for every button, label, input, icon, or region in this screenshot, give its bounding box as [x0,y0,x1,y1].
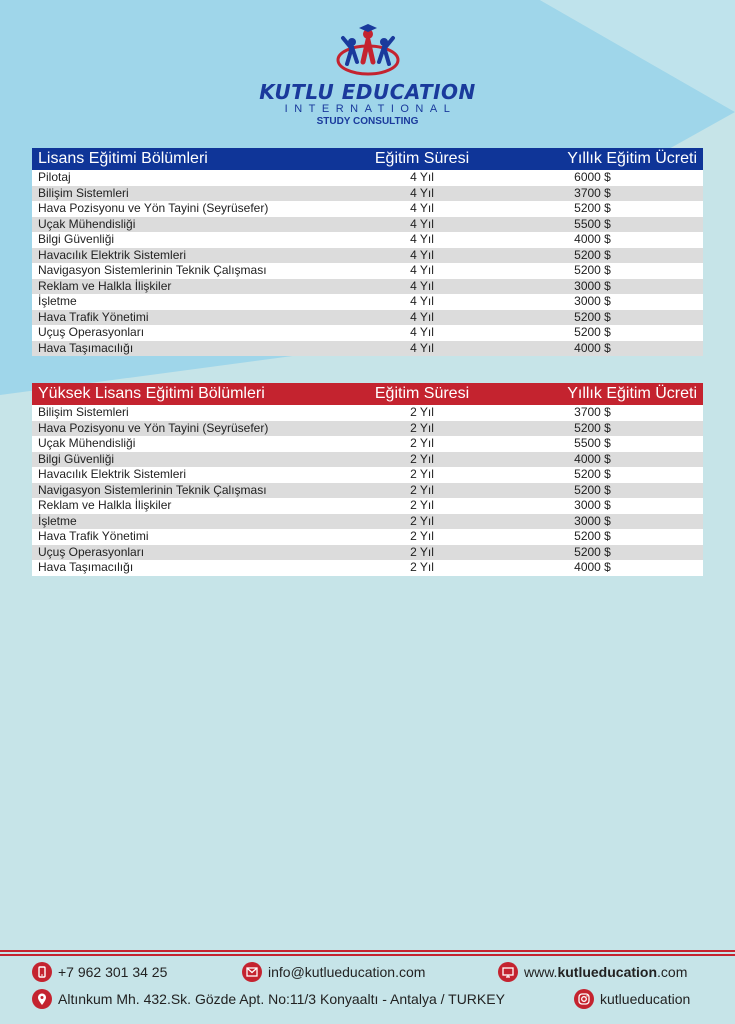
program-duration: 2 Yıl [362,483,482,499]
program-duration: 4 Yıl [362,248,482,264]
program-duration: 4 Yıl [362,279,482,295]
program-fee: 5200 $ [482,201,703,217]
phone-icon [32,962,52,982]
table-row [32,560,703,576]
table-row [32,170,703,186]
column-header-duration: Eğitim Süresi [374,150,470,167]
program-fee: 3000 $ [482,294,703,310]
table-row [32,279,703,295]
contact-instagram[interactable] [574,989,690,1009]
table-row [32,263,703,279]
program-name: Bilgi Güvenliği [32,232,362,248]
program-name: Hava Trafik Yönetimi [32,529,362,545]
instagram-icon [574,989,594,1009]
contact-address [32,989,505,1009]
brand-subtitle: INTERNATIONAL [284,103,457,115]
table-row [32,232,703,248]
program-duration: 4 Yıl [362,294,482,310]
column-header-fee: Yıllık Eğitim Ücreti [567,385,697,402]
program-fee: 5200 $ [482,483,703,499]
program-fee: 4000 $ [482,452,703,468]
program-name: Uçak Mühendisliği [32,436,362,452]
bachelor-programs-table [32,148,703,356]
program-fee: 5200 $ [482,545,703,561]
website-link[interactable] [524,964,687,980]
program-duration: 2 Yıl [362,405,482,421]
program-duration: 4 Yıl [362,325,482,341]
program-name: Bilişim Sistemleri [32,186,362,202]
website-suffix: .com [657,964,688,980]
graduates-emblem-icon [335,22,401,80]
column-header-programs: Yüksek Lisans Eğitimi Bölümleri [38,385,265,402]
program-fee: 5200 $ [482,529,703,545]
program-fee: 5200 $ [482,263,703,279]
program-name: Uçuş Operasyonları [32,325,362,341]
program-name: Pilotaj [32,170,362,186]
table-row [32,201,703,217]
program-name: İşletme [32,514,362,530]
table-row [32,248,703,264]
contact-website[interactable] [498,962,687,982]
table-row [32,405,703,421]
program-fee: 6000 $ [482,170,703,186]
program-duration: 2 Yıl [362,529,482,545]
program-duration: 2 Yıl [362,436,482,452]
program-fee: 3000 $ [482,498,703,514]
table-row [32,452,703,468]
program-name: Navigasyon Sistemlerinin Teknik Çalışması [32,263,362,279]
contact-phone[interactable] [32,962,167,982]
website-domain: kutlueducation [557,964,658,980]
table-header-row [32,148,703,170]
column-header-programs: Lisans Eğitimi Bölümleri [38,150,208,167]
table-row [32,325,703,341]
program-name: Navigasyon Sistemlerinin Teknik Çalışması [32,483,362,499]
program-name: Hava Pozisyonu ve Yön Tayini (Seyrüsefer) [32,421,362,437]
envelope-icon [242,962,262,982]
program-duration: 2 Yıl [362,421,482,437]
program-duration: 2 Yıl [362,560,482,576]
table-row [32,529,703,545]
program-fee: 4000 $ [482,560,703,576]
phone-number: +7 962 301 34 25 [58,964,168,980]
program-name: Havacılık Elektrik Sistemleri [32,467,362,483]
master-programs-table [32,383,703,576]
table-row [32,421,703,437]
footer-divider [0,950,735,958]
table-row [32,341,703,357]
program-fee: 3700 $ [482,405,703,421]
table-row [32,545,703,561]
program-name: Hava Trafik Yönetimi [32,310,362,326]
program-duration: 4 Yıl [362,170,482,186]
program-duration: 2 Yıl [362,514,482,530]
monitor-icon [498,962,518,982]
program-duration: 4 Yıl [362,217,482,233]
program-duration: 2 Yıl [362,452,482,468]
program-fee: 5200 $ [482,325,703,341]
program-duration: 4 Yıl [362,232,482,248]
brand-name: KUTLU EDUCATION [259,80,476,104]
program-name: Havacılık Elektrik Sistemleri [32,248,362,264]
program-fee: 4000 $ [482,232,703,248]
program-duration: 2 Yıl [362,545,482,561]
table-row [32,514,703,530]
program-fee: 5500 $ [482,217,703,233]
program-duration: 2 Yıl [362,467,482,483]
program-name: Hava Pozisyonu ve Yön Tayini (Seyrüsefer) [32,201,362,217]
program-name: Hava Taşımacılığı [32,341,362,357]
program-duration: 2 Yıl [362,498,482,514]
contact-email[interactable] [242,962,425,982]
program-fee: 5200 $ [482,310,703,326]
program-fee: 5200 $ [482,421,703,437]
program-fee: 5500 $ [482,436,703,452]
table-row [32,217,703,233]
program-name: Uçak Mühendisliği [32,217,362,233]
table-row [32,186,703,202]
table-row [32,436,703,452]
column-header-duration: Eğitim Süresi [374,385,470,402]
program-name: Reklam ve Halkla İlişkiler [32,498,362,514]
program-name: İşletme [32,294,362,310]
program-name: Hava Taşımacılığı [32,560,362,576]
table-header-row [32,383,703,405]
table-row [32,467,703,483]
program-duration: 4 Yıl [362,186,482,202]
program-fee: 3000 $ [482,514,703,530]
table-row [32,310,703,326]
program-name: Reklam ve Halkla İlişkiler [32,279,362,295]
program-name: Uçuş Operasyonları [32,545,362,561]
instagram-handle: kutlueducation [600,991,691,1007]
program-duration: 4 Yıl [362,263,482,279]
email-address: info@kutlueducation.com [268,964,426,980]
program-duration: 4 Yıl [362,341,482,357]
program-name: Bilişim Sistemleri [32,405,362,421]
brand-logo [0,22,735,128]
column-header-fee: Yıllık Eğitim Ücreti [567,150,697,167]
location-pin-icon [32,989,52,1009]
program-fee: 4000 $ [482,341,703,357]
program-name: Bilgi Güvenliği [32,452,362,468]
website-prefix: www. [524,964,558,980]
table-row [32,483,703,499]
program-duration: 4 Yıl [362,310,482,326]
address-text: Altınkum Mh. 432.Sk. Gözde Apt. No:11/3 Konyaaltı - Antalya / TURKEY [58,991,505,1007]
table-row [32,498,703,514]
program-fee: 3700 $ [482,186,703,202]
program-fee: 3000 $ [482,279,703,295]
table-row [32,294,703,310]
program-duration: 4 Yıl [362,201,482,217]
brand-tagline: STUDY CONSULTING [316,116,419,127]
program-fee: 5200 $ [482,467,703,483]
program-fee: 5200 $ [482,248,703,264]
